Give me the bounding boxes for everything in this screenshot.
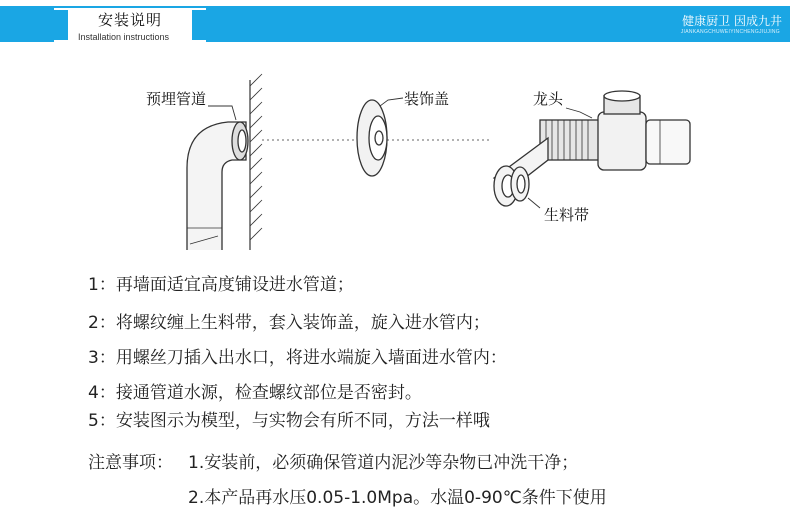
label-ptfe-tape: 生料带: [544, 206, 590, 224]
section-title-box: [54, 8, 206, 44]
label-decorative-cover: 装饰盖: [404, 90, 450, 108]
step-5: 5：安装图示为模型，与实物会有所不同，方法一样哦: [88, 411, 490, 431]
section-subtitle: Installation instructions: [78, 32, 170, 42]
installation-illustration: [0, 60, 790, 260]
step-3: 3：用螺丝刀插入出水口，将进水端旋入墙面进水管内：: [88, 348, 507, 368]
step-1: 1：再墙面适宜高度铺设进水管道；: [88, 275, 354, 295]
label-faucet: 龙头: [533, 90, 564, 108]
installation-diagram: [0, 60, 790, 260]
brand-slogan-pinyin: JIANKANGCHUWEIYINCHENGJIUJING: [680, 29, 780, 35]
brand-slogan: 健康厨卫 因成九井: [682, 14, 782, 28]
wall: [250, 74, 262, 250]
label-embedded-pipe: 预埋管道: [146, 90, 207, 108]
notes-label: 注意事项：: [88, 453, 173, 473]
embedded-pipe: [187, 122, 248, 250]
section-title: 安装说明: [97, 11, 162, 29]
note-item-1: 1.安装前，必须确保管道内泥沙等杂物已冲洗干净；: [188, 453, 579, 473]
decorative-cover: [357, 100, 387, 176]
ptfe-tape: [494, 138, 548, 206]
step-2: 2：将螺纹缠上生料带，套入装饰盖，旋入进水管内；: [88, 313, 490, 333]
note-item-2: 2.本产品再水压0.05-1.0Mpa。水温0-90℃条件下使用: [188, 488, 607, 508]
step-4: 4：接通管道水源，检查螺纹部位是否密封。: [88, 383, 422, 403]
